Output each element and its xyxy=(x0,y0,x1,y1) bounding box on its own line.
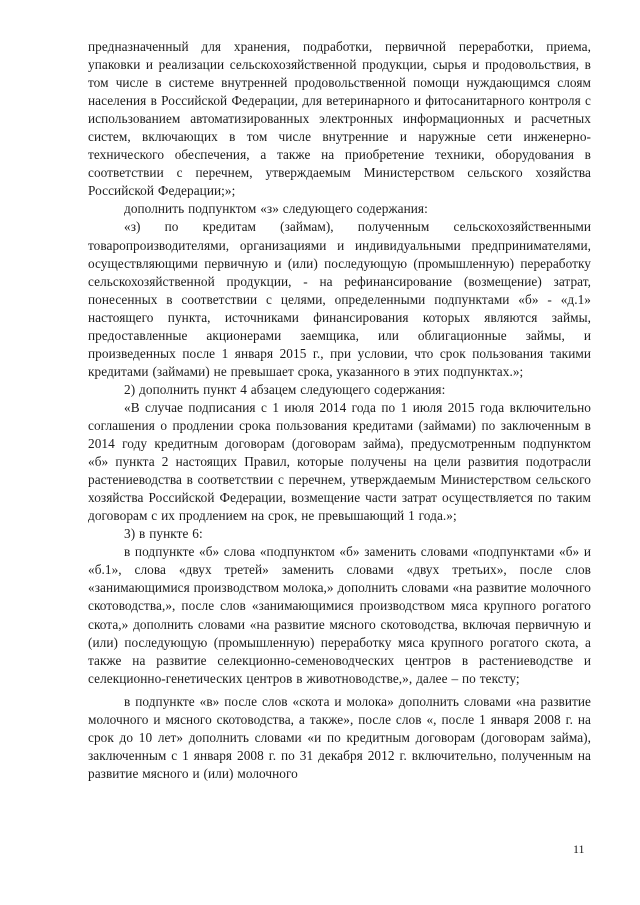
paragraph-add-subpoint-z: дополнить подпунктом «з» следующего содержания: xyxy=(124,201,428,217)
document-body xyxy=(88,38,591,783)
paragraph-subpoint-b: в подпункте «б» слова «подпунктом «б» заменить словами «подпунктами «б» и «б.1», слова «двух третей» заменить словами «двух третьих», после слов «занимающимися производством молока,» дополнить словами «на развитие молочного скотоводства,», после слов «занимающимися производством мяса крупного рогатого скота,» дополнить словами «на развитие мясного скотоводства, включая первичную и (или) последующую (промышленную) переработку мяса крупного рогатого скота, а также на развитие селекционно-семеноводческих центров в растениеводстве и селекционно-генетических центров в животноводстве,», далее – по тексту; xyxy=(88,544,591,686)
paragraph-continuation: предназначенный для хранения, подработки, первичной переработки, приема, упаковки и реализации сельскохозяйственной продукции, сырья и продовольствия, в том числе в системе внутренней продовольственной помощи нуждающимся слоям населения в Российской Федерации, для ветеринарного и фитосанитарного контроля с использованием автоматизированных электронных информационных и расчетных систем, включающих в том числе внутренние и наружные сети инженерно-технического обеспечения, а также на приобретение техники, оборудования в соответствии с перечнем, утверждаемым Министерством сельского хозяйства Российской Федерации;»; xyxy=(88,39,591,199)
paragraph-subpoint-z-text: «з) по кредитам (займам), полученным сельскохозяйственными товаропроизводителями, организациями и индивидуальными предпринимателями, осуществляющими первичную и (или) последующую (промышленную) переработку сельскохозяйственной продукции, - на рефинансирование (возмещение) затрат, понесенных в соответствии с целями, определенными подпунктами «б» - «д.1» настоящего пункта, источниками финансирования которых являются займы, предоставленные акционерами заемщика, или облигационные займы, и произведенных после 1 января 2015 г., при условии, что срок пользования такими кредитами (займами) не превышает срока, указанного в этих подпунктах.»; xyxy=(88,219,591,379)
page-number: 11 xyxy=(573,842,585,856)
paragraph-item-2: 2) дополнить пункт 4 абзацем следующего содержания: xyxy=(124,381,446,397)
paragraph-subpoint-v: в подпункте «в» после слов «скота и молока» дополнить словами «на развитие молочного и мясного скотоводства, а также», после слов «, после 1 января 2008 г. на срок до 10 лет» дополнить словами «и по кредитным договорам (договорам займа), заключенным с 1 января 2008 г. по 31 декабря 2012 г. включительно, полученным на развитие мясного и (или) молочного xyxy=(88,693,591,781)
paragraph-item-2-text: «В случае подписания с 1 июля 2014 года по 1 июля 2015 года включительно соглашения о продлении срока пользования кредитами (займами) по заключенным в 2014 году кредитным договорам (договорам займа), предусмотренным подпунктом «б» пункта 2 настоящих Правил, которые получены на цели развития подотрасли растениеводства в соответствии с перечнем, утверждаемым Министерством сельского хозяйства Российской Федерации, возмещение части затрат осуществляется по таким договорам с их продлением на срок, не превышающий 1 года.»; xyxy=(88,399,591,524)
paragraph-item-3: 3) в пункте 6: xyxy=(124,526,203,542)
